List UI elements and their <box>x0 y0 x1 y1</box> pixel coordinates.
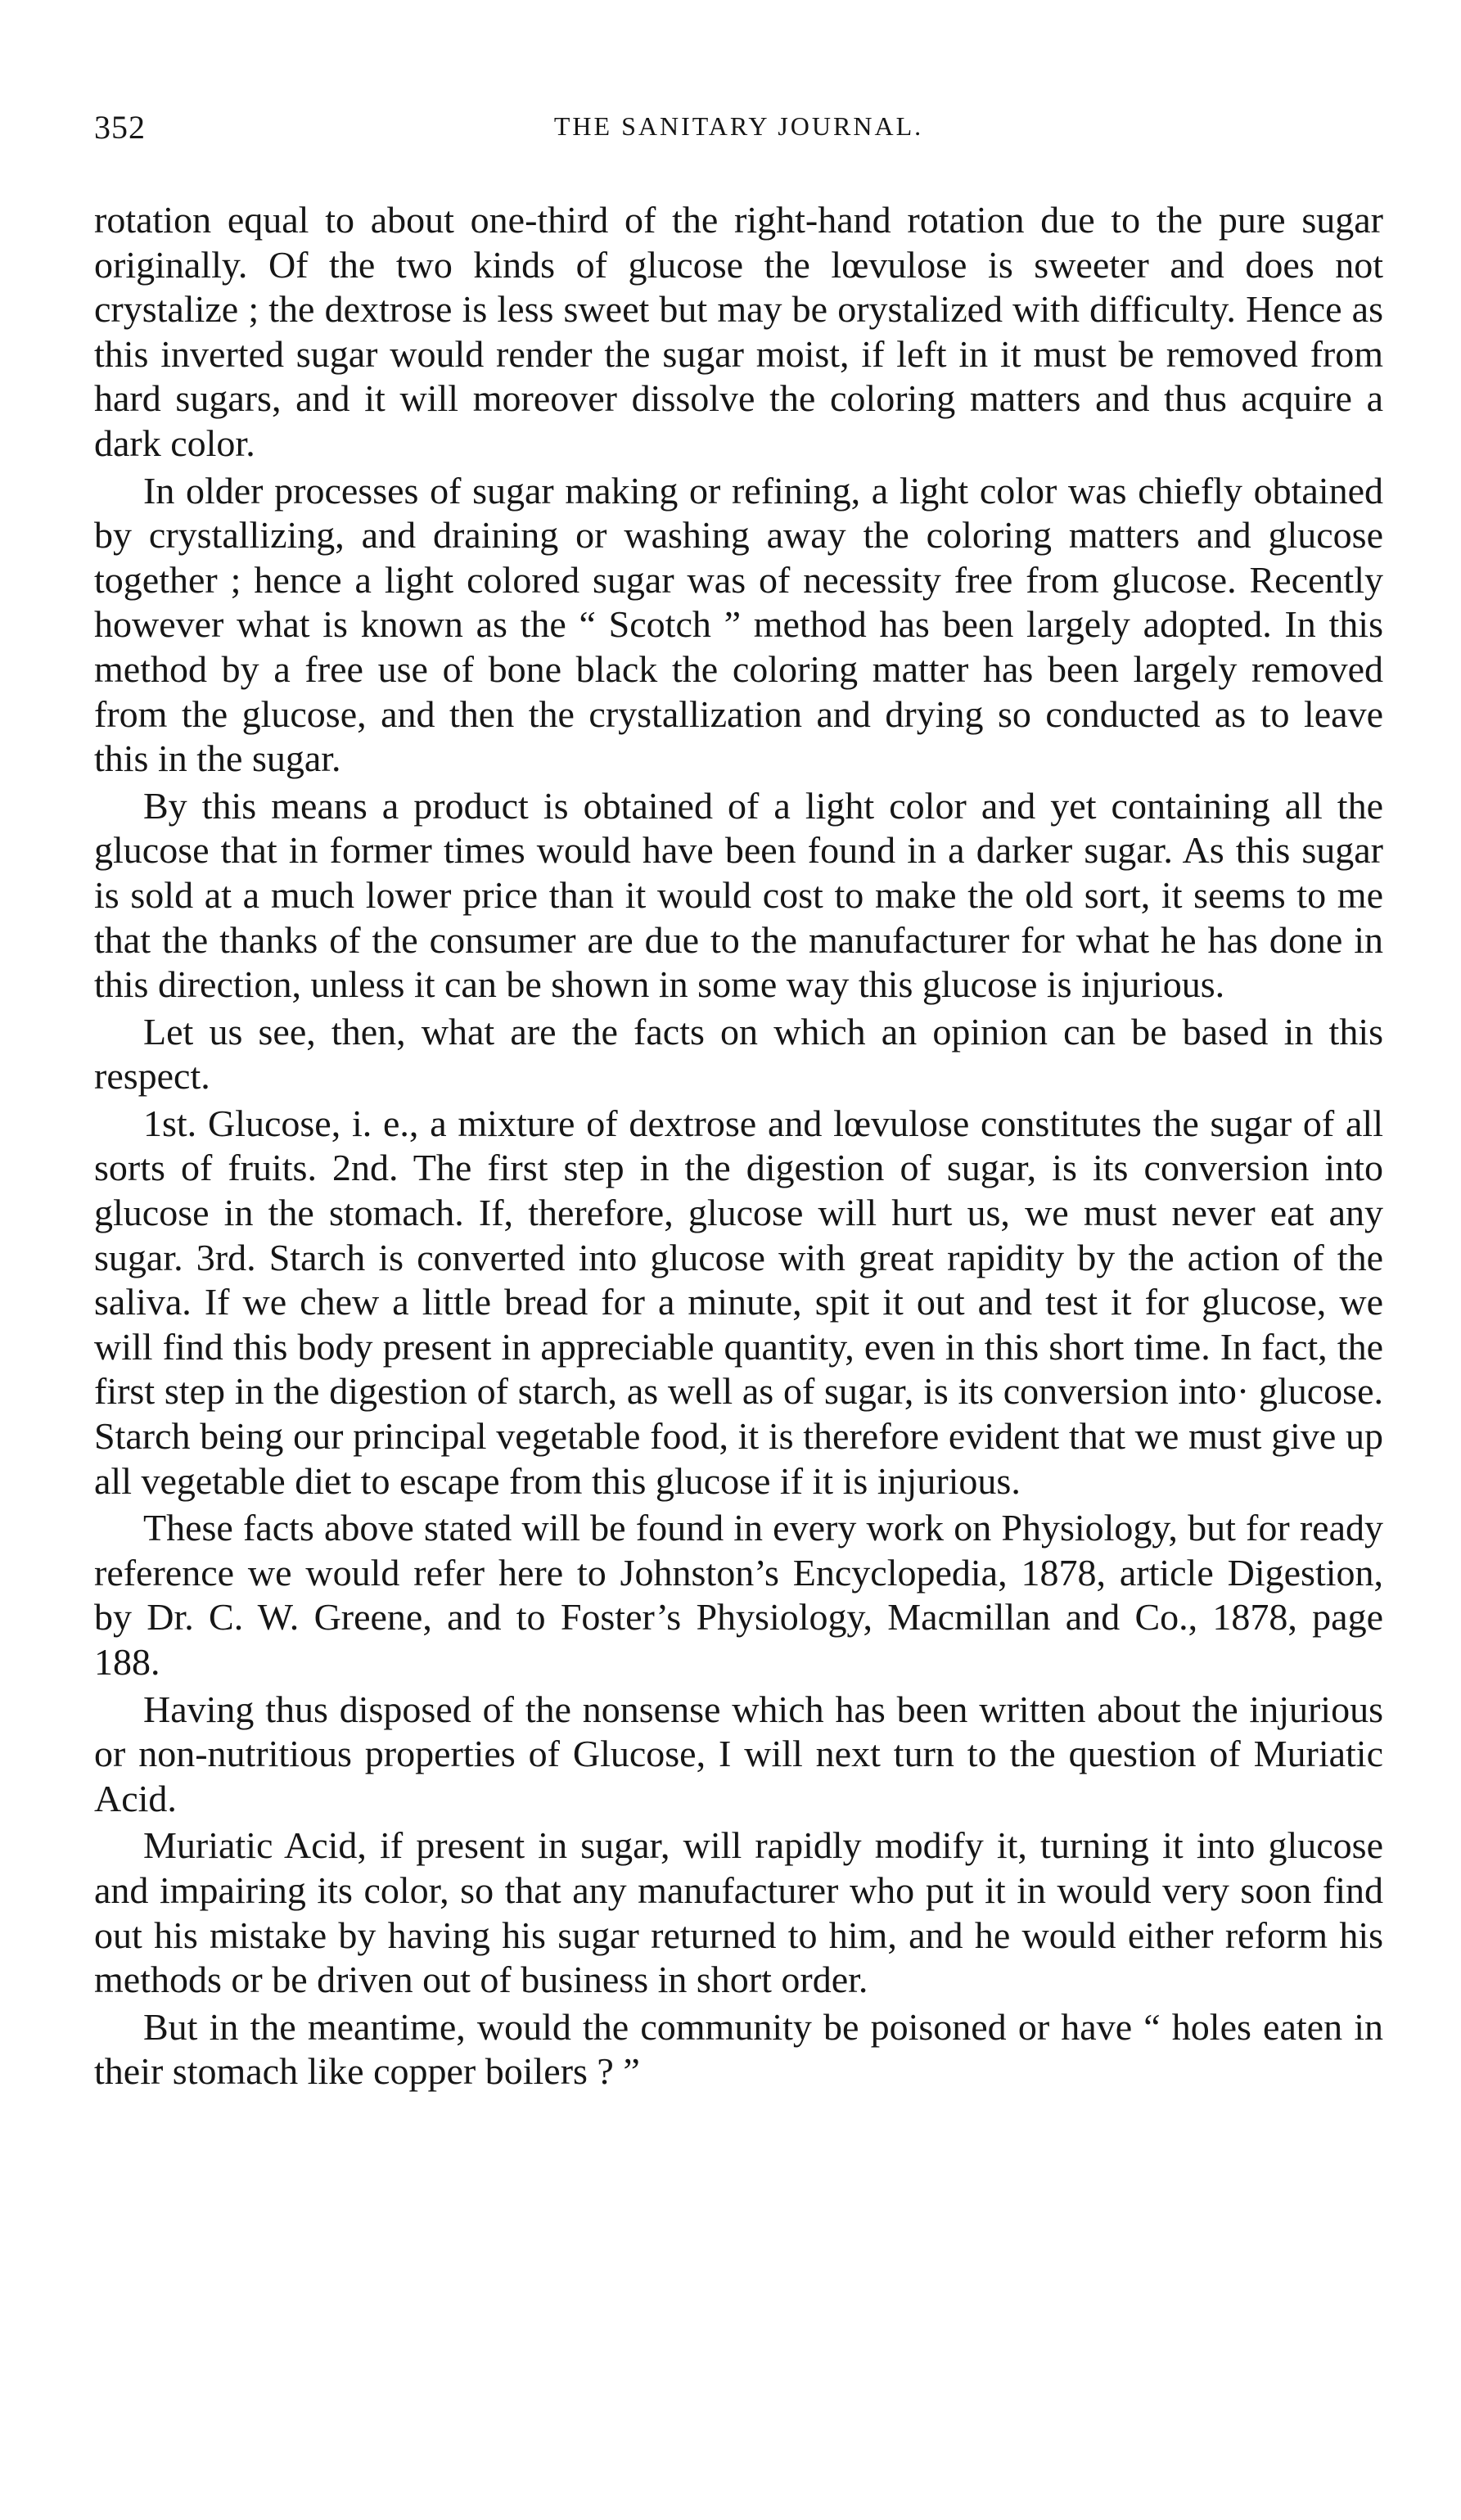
paragraph: But in the meantime, would the community be poisoned or have “ holes eaten in their stomach like copper boilers ? ” <box>94 2005 1383 2093</box>
paragraph: These facts above stated will be found in every work on Physiology, but for ready reference we would refer here to Johnston’s Encyclopedia, 1878, article Digestion, by Dr. C. W. Greene, and to Foster’s Physiology, Macmillan and Co., 1878, page 188. <box>94 1507 1383 1683</box>
page-number: 352 <box>94 109 146 146</box>
paragraph-continuation: rotation equal to about one-third of the right-hand rotation due to the pure sugar originally. Of the two kinds of glucose the lœvulose is sweeter and does not crystalize ; the dextrose is less sweet but may be orystalized with difficulty. Hence as this inverted sugar would render the sugar moist, if left in it must be removed from hard sugars, and it will moreover dissolve the coloring matters and thus acquire a dark color. <box>94 199 1383 464</box>
paragraph: 1st. Glucose, i. e., a mixture of dextrose and lœvulose constitutes the sugar of all sorts of fruits. 2nd. The first step in the digestion of sugar, is its conversion into glucose in the stomach. If, therefore, glucose will hurt us, we must never eat any sugar. 3rd. Starch is converted into glucose with great rapidity by the action of the saliva. If we chew a little bread for a minute, spit it out and test it for glucose, we will find this body present in appreciable quantity, even in this short time. In fact, the first step in the digestion of starch, as well as of sugar, is its conversion into· glucose. Starch being our principal vegetable food, it is therefore evident that we must give up all vegetable diet to escape from this glucose if it is injurious. <box>94 1102 1383 1502</box>
running-head: THE SANITARY JOURNAL. <box>553 111 924 141</box>
paragraph: By this means a product is obtained of a light color and yet containing all the glucose that in former times would have been found in a darker sugar. As this sugar is sold at a much lower price than it would cost to make the old sort, it seems to me that the thanks of the consumer are due to the manufacturer for what he has done in this direction, unless it can be shown in some way this glucose is injurious. <box>94 784 1383 1006</box>
paragraph: Having thus disposed of the nonsense which has been written about the injurious or non-nutritious properties of Glucose, I will next turn to the question of Muriatic Acid. <box>94 1688 1383 1819</box>
page-header <box>94 108 1383 157</box>
paragraph: Muriatic Acid, if present in sugar, will rapidly modify it, turning it into glucose and impairing its color, so that any manufacturer who put it in would very soon find out his mistake by having his sugar returned to him, and he would either reform his methods or be driven out of business in short order. <box>94 1824 1383 2001</box>
paragraph: Let us see, then, what are the facts on which an opinion can be based in this respect. <box>94 1010 1383 1098</box>
paragraph: In older processes of sugar making or refining, a light color was chiefly obtained by crystallizing, and draining or washing away the coloring matters and glucose together ; hence a light colored sugar was of necessity free from glucose. Recently however what is known as the “ Scotch ” method has been largely adopted. In this method by a free use of bone black the coloring matter has been largely removed from the glucose, and then the crystallization and drying so conducted as to leave this in the sugar. <box>94 469 1383 780</box>
body-text <box>94 198 1383 2097</box>
